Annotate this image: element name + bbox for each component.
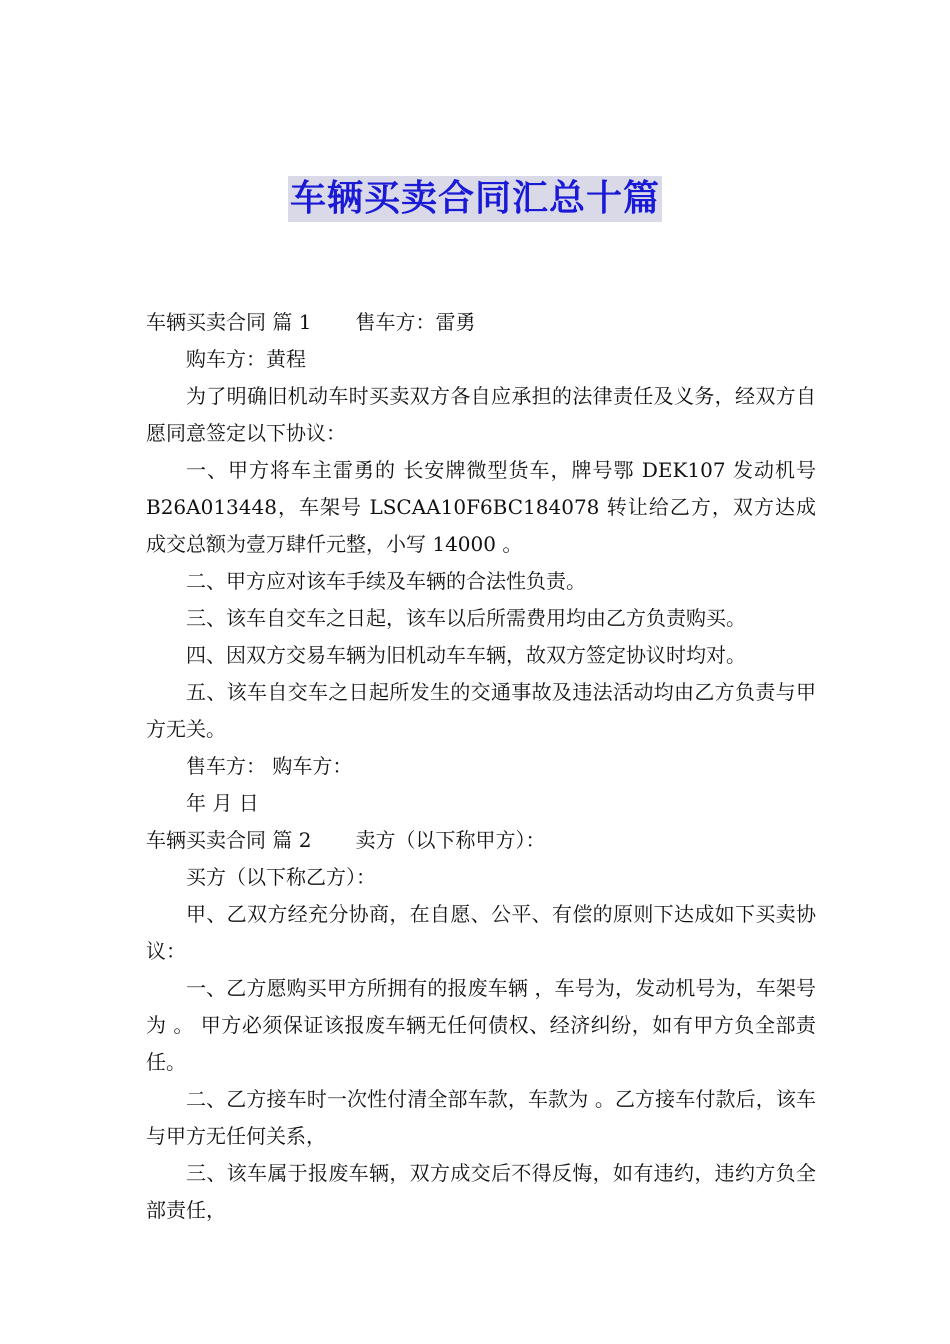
section-title: 车辆买卖合同 篇 2 (146, 828, 312, 852)
paragraph: 购车方：黄程 (186, 347, 306, 371)
paragraph: 售车方： 购车方： (186, 754, 353, 778)
section-party: 售车方：雷勇 (355, 310, 476, 334)
document-title: 车辆买卖合同汇总十篇 (288, 176, 662, 222)
section-title: 车辆买卖合同 篇 1 (146, 310, 312, 334)
section-heading (146, 822, 816, 859)
paragraph: 五、该车自交车之日起所发生的交通事故及违法活动均由乙方负责与甲方无关。 (146, 680, 816, 741)
paragraph: 买方（以下称乙方）： (186, 865, 376, 889)
paragraph: 甲、乙双方经充分协商，在自愿、公平、有偿的原则下达成如下买卖协议： (146, 902, 816, 963)
section-heading (146, 304, 816, 341)
paragraph: 为了明确旧机动车时买卖双方各自应承担的法律责任及义务，经双方自愿同意签定以下协议： (146, 384, 816, 445)
section-party: 卖方（以下称甲方）： (355, 828, 546, 852)
paragraph: 三、该车自交车之日起，该车以后所需费用均由乙方负责购买。 (186, 606, 746, 630)
paragraph: 二、乙方接车时一次性付清全部车款，车款为 。乙方接车付款后，该车与甲方无任何关系， (146, 1087, 816, 1148)
paragraph: 二、甲方应对该车手续及车辆的合法性负责。 (186, 569, 586, 593)
paragraph: 三、该车属于报废车辆，双方成交后不得反悔，如有违约，违约方负全部责任， (146, 1161, 816, 1222)
paragraph: 四、因双方交易车辆为旧机动车车辆，故双方签定协议时均对。 (186, 643, 746, 667)
title-wrap (0, 176, 950, 222)
paragraph: 一、乙方愿购买甲方所拥有的报废车辆 ，车号为，发动机号为，车架号为 。 甲方必须保证该报废车辆无任何债权、经济纠纷，如有甲方负全部责任。 (146, 976, 816, 1074)
paragraph: 年 月 日 (186, 791, 259, 815)
document-body (146, 304, 816, 1229)
paragraph: 一、甲方将车主雷勇的 长安牌微型货车，牌号鄂 DEK107 发动机号 B26A013448，车架号 LSCAA10F6BC184078 转让给乙方，双方达成成交总额为壹万肆仟元整，小写 14000 。 (146, 458, 816, 556)
